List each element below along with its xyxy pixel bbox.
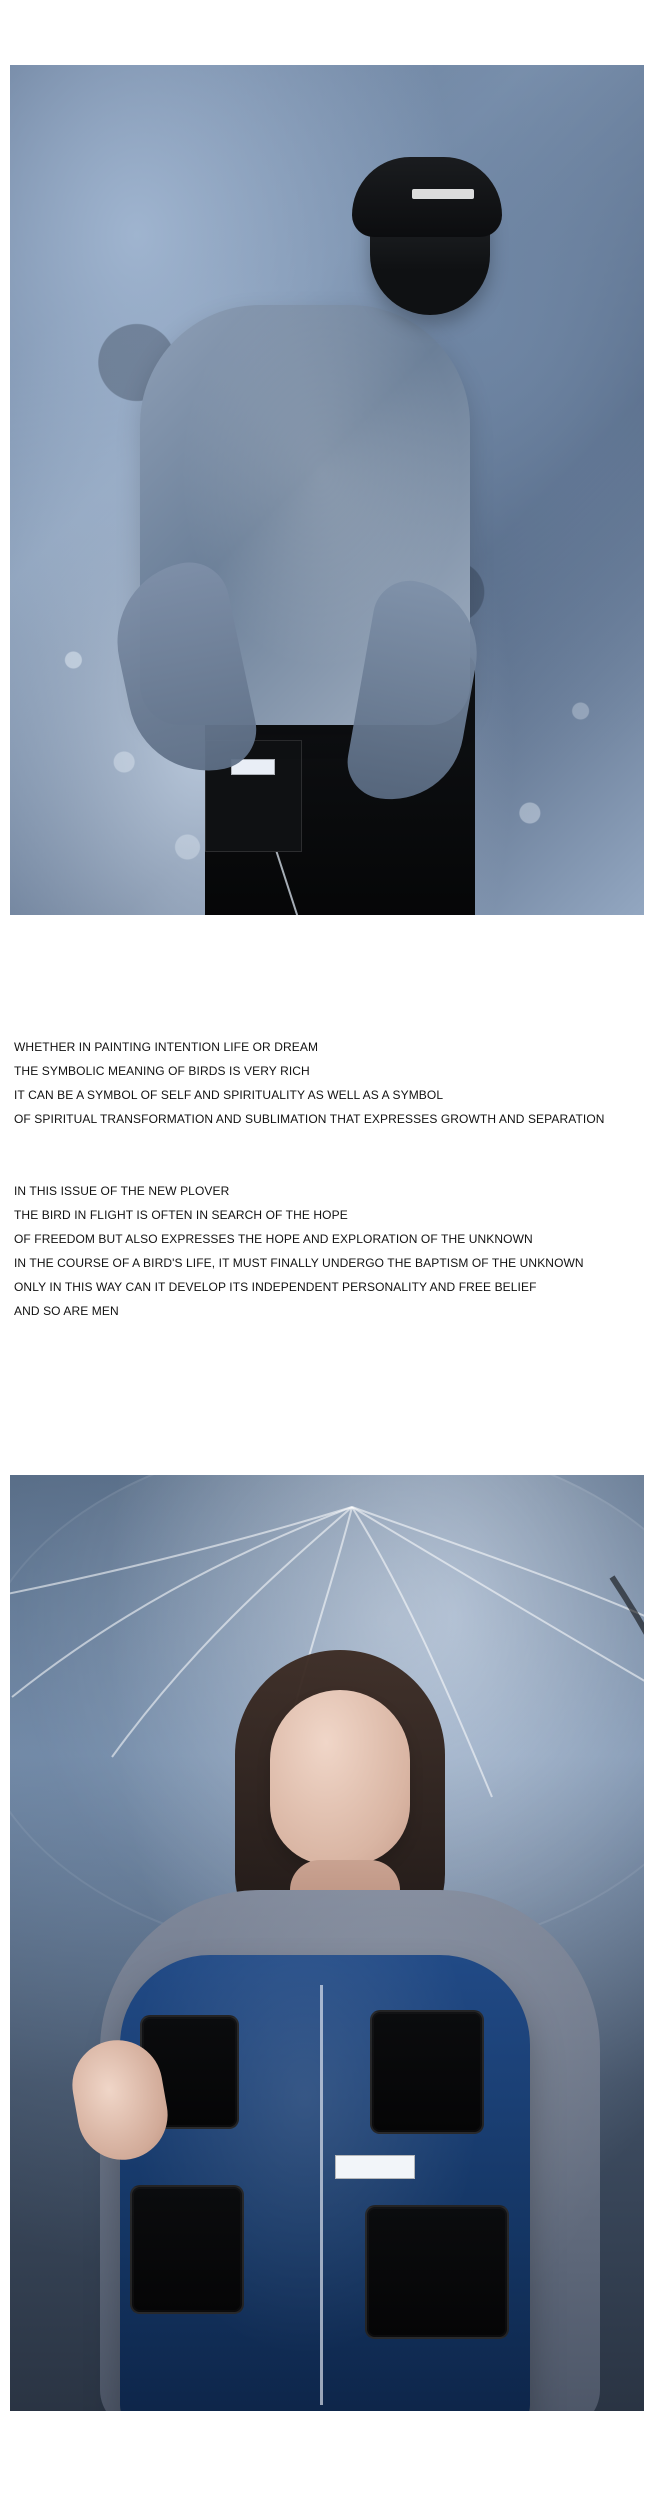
- vest-badge: [335, 2155, 415, 2179]
- paragraph1-line: IT CAN BE A SYMBOL OF SELF AND SPIRITUALITY AS WELL AS A SYMBOL: [14, 1088, 444, 1102]
- paragraph2-line: AND SO ARE MEN: [14, 1304, 119, 1318]
- face: [270, 1690, 410, 1865]
- cap: [352, 157, 502, 237]
- paragraph2-line: OF FREEDOM BUT ALSO EXPRESSES THE HOPE AND EXPLORATION OF THE UNKNOWN: [14, 1232, 533, 1246]
- bottom-fashion-photo: [10, 1475, 644, 2411]
- paragraph-gap: [14, 1155, 640, 1179]
- paragraph2-line: ONLY IN THIS WAY CAN IT DEVELOP ITS INDEPENDENT PERSONALITY AND FREE BELIEF: [14, 1280, 537, 1294]
- paragraph2-line: IN THIS ISSUE OF THE NEW PLOVER: [14, 1184, 230, 1198]
- vest-zipper: [320, 1985, 323, 2405]
- paragraph-gap: [14, 1131, 640, 1155]
- vest-pocket: [130, 2185, 244, 2314]
- story-text: [14, 1035, 640, 1335]
- paragraph1-line: OF SPIRITUAL TRANSFORMATION AND SUBLIMATION THAT EXPRESSES GROWTH AND SEPARATION: [14, 1112, 605, 1126]
- vest-pocket: [365, 2205, 509, 2339]
- model-illustration: [130, 135, 490, 915]
- paragraph1-line: WHETHER IN PAINTING INTENTION LIFE OR DREAM: [14, 1040, 319, 1054]
- vest: [120, 1955, 530, 2411]
- paragraph2-line: IN THE COURSE OF A BIRD'S LIFE, IT MUST FINALLY UNDERGO THE BAPTISM OF THE UNKNOWN: [14, 1256, 584, 1270]
- vest-pocket: [370, 2010, 484, 2134]
- sweatshirt: [140, 305, 470, 725]
- paragraph2-line: THE BIRD IN FLIGHT IS OFTEN IN SEARCH OF THE HOPE: [14, 1208, 348, 1222]
- model-illustration: [80, 1570, 600, 2411]
- paragraph1-line: THE SYMBOLIC MEANING OF BIRDS IS VERY RICH: [14, 1064, 310, 1078]
- top-fashion-photo: [10, 65, 644, 915]
